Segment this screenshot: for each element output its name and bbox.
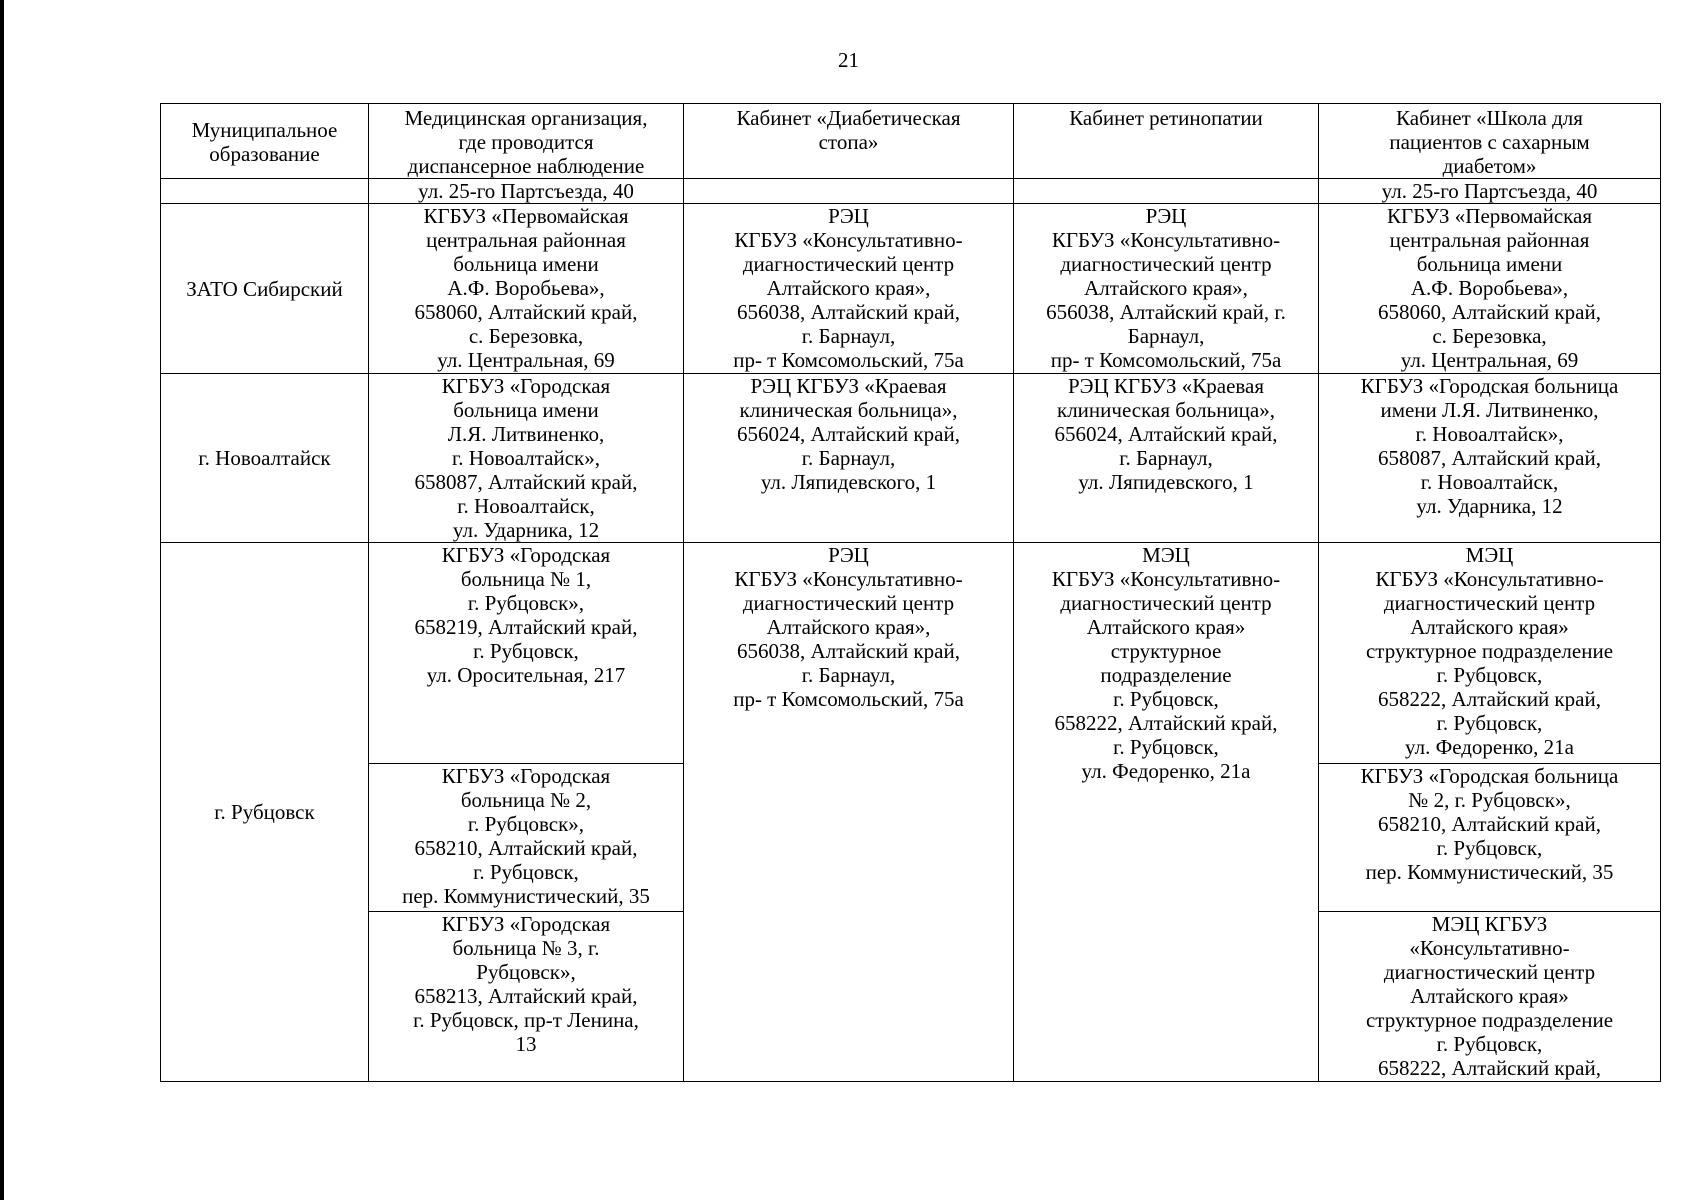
text-line: центральная районная <box>426 228 626 252</box>
text-line: г. Рубцовск», <box>467 591 585 615</box>
text-line: клиническая больница», <box>1057 398 1275 422</box>
text-line: пер. Коммунистический, 35 <box>402 884 650 908</box>
text-line: пр- т Комсомольский, 75а <box>1050 348 1282 372</box>
text-line: КГБУЗ «Консультативно- <box>1375 567 1604 591</box>
header-diabetes-school <box>1319 104 1661 179</box>
text-line: г. Барнаул, <box>1119 446 1213 470</box>
text-line: 656038, Алтайский край, г. <box>1046 300 1286 324</box>
text-line: имени Л.Я. Литвиненко, <box>1380 398 1599 422</box>
retino-sibirsky <box>1014 204 1319 374</box>
text-line: РЭЦ КГБУЗ «Краевая <box>1067 374 1265 398</box>
text-line: структурное подразделение <box>1365 639 1614 663</box>
text-line: № 2, г. Рубцовск», <box>1408 788 1571 812</box>
text-line: КГБУЗ «Консультативно- <box>734 228 963 252</box>
row-novoaltaysk <box>161 374 1661 543</box>
text-line: КГБУЗ «Консультативно- <box>734 567 963 591</box>
text-line: 658222, Алтайский край, <box>1378 687 1601 711</box>
text-line: с. Березовка, <box>468 324 584 348</box>
school-rubtsovsk-2 <box>1319 764 1661 912</box>
row-rubtsovsk-1 <box>161 543 1661 764</box>
text-line: г. Рубцовск, <box>1113 687 1219 711</box>
text-line: КГБУЗ «Городская <box>441 912 611 936</box>
text-line: клиническая больница», <box>739 398 958 422</box>
text-line: пер. Коммунистический, 35 <box>1365 860 1614 884</box>
foot-novoaltaysk <box>684 374 1014 543</box>
text-line: Алтайского края» <box>1410 984 1569 1008</box>
text-line: г. Новоалтайск», <box>1415 422 1564 446</box>
text-line: г. Рубцовск, <box>1113 735 1219 759</box>
text-line: Медицинская организация, <box>404 106 648 130</box>
text-line: Рубцовск», <box>476 960 576 984</box>
text-line: больница имени <box>453 252 599 276</box>
text-line: Барнаул, <box>1127 324 1205 348</box>
text-line: 13 <box>515 1032 537 1056</box>
text-line: А.Ф. Воробьева», <box>447 276 605 300</box>
school-rubtsovsk-3 <box>1319 912 1661 1082</box>
text-line: больница № 2, <box>460 788 592 812</box>
text-line: образование <box>209 142 320 166</box>
text-line: диагностический центр <box>742 591 955 615</box>
text-line: Алтайского края» <box>1410 615 1569 639</box>
med-org-novoaltaysk <box>369 374 684 543</box>
municipality-novoaltaysk: г. Новоалтайск <box>161 374 369 543</box>
carry-med-org: ул. 25-го Партсъезда, 40 <box>369 179 684 204</box>
text-line: Л.Я. Литвиненко, <box>447 422 605 446</box>
text-line: пациентов с сахарным <box>1389 130 1590 154</box>
text-line: подразделение <box>1100 663 1232 687</box>
retino-rubtsovsk <box>1014 543 1319 1082</box>
text-line: КГБУЗ «Городская <box>441 764 611 788</box>
text-line: 658087, Алтайский край, <box>414 470 638 494</box>
text-line: г. Рубцовск, <box>473 639 579 663</box>
text-line: МЭЦ <box>1142 543 1190 567</box>
foot-rubtsovsk <box>684 543 1014 1082</box>
text-line: диагностический центр <box>1060 591 1272 615</box>
text-line: 658222, Алтайский край, <box>1378 1056 1601 1080</box>
text-line: структурное <box>1110 639 1222 663</box>
municipality-rubtsovsk: г. Рубцовск <box>161 543 369 1082</box>
foot-sibirsky <box>684 204 1014 374</box>
text-line: пр- т Комсомольский, 75а <box>733 687 964 711</box>
text-line: Алтайского края», <box>1084 276 1248 300</box>
text-line: больница № 1, <box>460 567 592 591</box>
text-line: г. Барнаул, <box>801 663 896 687</box>
text-line: КГБУЗ «Консультативно- <box>1051 567 1281 591</box>
text-line: «Консультативно- <box>1409 936 1570 960</box>
text-line: г. Рубцовск, <box>1436 663 1543 687</box>
text-line: ул. Ляпидевского, 1 <box>760 470 937 494</box>
text-line: КГБУЗ «Городская больница <box>1360 764 1619 788</box>
text-line: г. Новоалтайск, <box>457 494 595 518</box>
text-line: где проводится <box>458 130 594 154</box>
text-line: РЭЦ <box>828 204 869 228</box>
text-line: 658087, Алтайский край, <box>1378 446 1601 470</box>
text-line: г. Новоалтайск, <box>1420 470 1559 494</box>
text-line: РЭЦ <box>1145 204 1187 228</box>
text-line: ул. Ударника, 12 <box>1416 494 1563 518</box>
text-line: А.Ф. Воробьева», <box>1410 276 1569 300</box>
text-line: диагностический центр <box>1383 960 1596 984</box>
text-line: Муниципальное <box>191 118 338 142</box>
text-line: диабетом» <box>1442 154 1537 178</box>
row-sibirsky <box>161 204 1661 374</box>
text-line: КГБУЗ «Первомайская <box>1386 204 1593 228</box>
med-org-rubtsovsk-1 <box>369 543 684 764</box>
text-line: г. Рубцовск, <box>473 860 579 884</box>
text-line: г. Рубцовск, пр-т Ленина, <box>413 1008 639 1032</box>
text-line: КГБУЗ «Консультативно- <box>1051 228 1281 252</box>
carry-school: ул. 25-го Партсъезда, 40 <box>1319 179 1661 204</box>
text-line: г. Барнаул, <box>801 446 896 470</box>
text-line: г. Рубцовск, <box>1436 1032 1543 1056</box>
header-municipality <box>161 104 369 179</box>
text-line: 658219, Алтайский край, <box>414 615 638 639</box>
dispensary-table <box>160 103 1661 1082</box>
text-line: ул. Федоренко, 21а <box>1081 759 1251 783</box>
text-line: КГБУЗ «Городская <box>441 374 611 398</box>
text-line: ул. Федоренко, 21а <box>1405 735 1574 759</box>
scan-left-edge <box>0 0 4 1200</box>
text-line: больница имени <box>1416 252 1563 276</box>
med-org-sibirsky <box>369 204 684 374</box>
page-number: 21 <box>838 48 859 72</box>
text-line: Кабинет «Диабетическая <box>736 106 961 130</box>
text-line: ул. Центральная, 69 <box>437 348 615 372</box>
text-line: с. Березовка, <box>1432 324 1547 348</box>
text-line: структурное подразделение <box>1365 1008 1614 1032</box>
text-line: диспансерное наблюдение <box>407 154 645 178</box>
text-line: РЭЦ КГБУЗ «Краевая <box>750 374 947 398</box>
school-novoaltaysk <box>1319 374 1661 543</box>
text-line: КГБУЗ «Городская <box>441 543 611 567</box>
text-line: 658210, Алтайский край, <box>414 836 638 860</box>
header-retinopathy <box>1014 104 1319 179</box>
carry-foot <box>684 179 1014 204</box>
text-line: г. Барнаул, <box>801 324 896 348</box>
text-line: 656024, Алтайский край, <box>737 422 960 446</box>
carry-retino <box>1014 179 1319 204</box>
text-line: стопа» <box>818 130 879 154</box>
text-line: диагностический центр <box>1060 252 1272 276</box>
text-line: диагностический центр <box>1383 591 1596 615</box>
text-line: г. Новоалтайск», <box>452 446 600 470</box>
header-diabetic-foot <box>684 104 1014 179</box>
text-line: пр- т Комсомольский, 75а <box>733 348 964 372</box>
text-line: Алтайского края», <box>766 615 931 639</box>
text-line: ул. Оросительная, 217 <box>426 663 626 687</box>
municipality-sibirsky: ЗАТО Сибирский <box>161 204 369 374</box>
carry-row <box>161 179 1661 204</box>
text-line: 656038, Алтайский край, <box>737 300 960 324</box>
text-line: диагностический центр <box>742 252 955 276</box>
text-line: 658213, Алтайский край, <box>414 984 638 1008</box>
text-line: Алтайского края», <box>766 276 931 300</box>
school-rubtsovsk-1 <box>1319 543 1661 764</box>
text-line: г. Рубцовск», <box>467 812 585 836</box>
text-line: 656024, Алтайский край, <box>1054 422 1278 446</box>
text-line: Кабинет «Школа для <box>1396 106 1583 130</box>
text-line: МЭЦ КГБУЗ <box>1431 912 1548 936</box>
text-line: центральная районная <box>1389 228 1590 252</box>
med-org-rubtsovsk-3 <box>369 912 684 1082</box>
retino-novoaltaysk <box>1014 374 1319 543</box>
text-line: КГБУЗ «Городская больница <box>1360 374 1619 398</box>
text-line: 658222, Алтайский край, <box>1054 711 1278 735</box>
text-line: МЭЦ <box>1465 543 1514 567</box>
text-line: 658060, Алтайский край, <box>414 300 638 324</box>
text-line: больница имени <box>453 398 599 422</box>
text-line: РЭЦ <box>828 543 869 567</box>
text-line: больница № 3, г. <box>452 936 600 960</box>
med-org-rubtsovsk-2 <box>369 764 684 912</box>
text-line: 658060, Алтайский край, <box>1378 300 1601 324</box>
text-line: ул. Ляпидевского, 1 <box>1078 470 1254 494</box>
text-line: ул. Ударника, 12 <box>452 518 600 542</box>
text-line: Алтайского края» <box>1086 615 1246 639</box>
text-line: 658210, Алтайский край, <box>1378 812 1601 836</box>
school-sibirsky <box>1319 204 1661 374</box>
text-line: 656038, Алтайский край, <box>737 639 960 663</box>
carry-municipality <box>161 179 369 204</box>
text-line: Кабинет ретинопатии <box>1069 106 1263 130</box>
header-row <box>161 104 1661 179</box>
header-med-org <box>369 104 684 179</box>
text-line: ул. Центральная, 69 <box>1400 348 1579 372</box>
text-line: г. Рубцовск, <box>1436 836 1543 860</box>
text-line: КГБУЗ «Первомайская <box>423 204 629 228</box>
text-line: г. Рубцовск, <box>1436 711 1543 735</box>
